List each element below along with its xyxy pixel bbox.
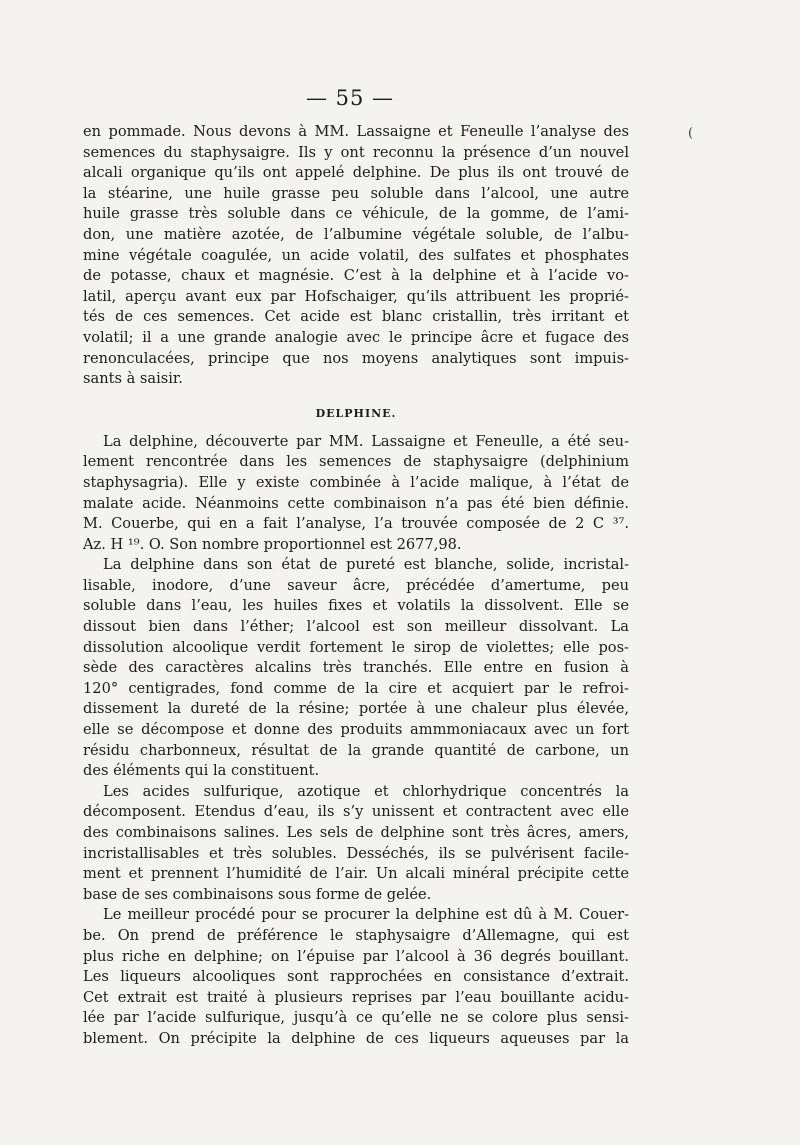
text-line: ment et prennent l’humidité de l’air. Un alcali minéral précipite cette	[83, 865, 629, 883]
text-line: latil, aperçu avant eux par Hofschaiger, qu’ils attribuent les proprié-	[83, 287, 629, 305]
page-body	[83, 122, 629, 1050]
text-line: soluble dans l’eau, les huiles fixes et volatils la dissolvent. Elle se	[83, 597, 629, 615]
text-line: La delphine, découverte par MM. Lassaigne et Feneulle, a été seu-	[103, 432, 629, 450]
paragraph	[83, 905, 629, 1049]
text-line: renonculacées, principe que nos moyens analytiques sont impuis-	[83, 349, 629, 367]
text-line: résidu charbonneux, résultat de la grande quantité de carbone, un	[83, 741, 629, 759]
text-line: de potasse, chaux et magnésie. C’est à la delphine et à l’acide vo-	[83, 267, 629, 285]
text-line: dissement la dureté de la résine; portée à une chaleur plus élevée,	[83, 700, 629, 718]
text-line: volatil; il a une grande analogie avec le principe âcre et fugace des	[83, 328, 629, 346]
text-line: Cet extrait est traité à plusieurs reprises par l’eau bouillante acidu-	[83, 988, 629, 1006]
text-line: des éléments qui la constituent.	[83, 762, 320, 780]
text-line: dissolution alcoolique verdit fortement le sirop de violettes; elle pos-	[83, 638, 629, 656]
text-line: lée par l’acide sulfurique, jusqu’à ce qu’elle ne se colore plus sensi-	[83, 1009, 629, 1027]
text-line: sants à saisir.	[83, 370, 183, 388]
text-line: base de ses combinaisons sous forme de gelée.	[83, 885, 432, 903]
text-line: lisable, inodore, d’une saveur âcre, précédée d’amertume, peu	[83, 576, 629, 594]
text-line: semences du staphysaigre. Ils y ont reconnu la présence d’un nouvel	[83, 143, 629, 161]
text-line: tés de ces semences. Cet acide est blanc cristallin, très irritant et	[83, 308, 629, 326]
paragraph	[83, 782, 629, 906]
paragraph	[83, 432, 629, 556]
text-line: malate acide. Néanmoins cette combinaison n’a pas été bien définie.	[83, 494, 629, 512]
text-line: 120° centigrades, fond comme de la cire et acquiert par le refroi-	[83, 679, 629, 697]
text-line: elle se décompose et donne des produits ammmoniacaux avec un fort	[83, 721, 629, 739]
text-line: M. Couerbe, qui en a fait l’analyse, l’a trouvée composée de 2 C ³⁷.	[83, 515, 629, 533]
text-line: mine végétale coagulée, un acide volatil, des sulfates et phosphates	[83, 246, 629, 264]
text-line: Le meilleur procédé pour se procurer la delphine est dû à M. Couer-	[103, 906, 629, 924]
text-line: des combinaisons salines. Les sels de delphine sont très âcres, amers,	[83, 824, 629, 841]
text-line: staphysagria). Elle y existe combinée à l’acide malique, à l’état de	[83, 473, 629, 491]
text-line: dissout bien dans l’éther; l’alcool est son meilleur dissolvant. La	[83, 618, 629, 636]
text-line: La delphine dans son état de pureté est blanche, solide, incristal-	[103, 556, 629, 574]
text-line: blement. On précipite la delphine de ces liqueurs aqueuses par la	[83, 1029, 629, 1047]
text-line: en pommade. Nous devons à MM. Lassaigne et Feneulle l’analyse des	[83, 123, 629, 140]
section-heading: DELPHINE.	[315, 406, 397, 420]
page-number: — 55 —	[305, 86, 395, 110]
text-line: be. On prend de préférence le staphysaigre d’Allemagne, qui est	[83, 926, 629, 944]
text-line: huile grasse très soluble dans ce véhicule, de la gomme, de l’ami-	[83, 205, 629, 223]
paragraph	[83, 122, 629, 390]
text-line: Az. H ¹⁹. O. Son nombre proportionnel est 2677,98.	[83, 535, 462, 553]
paragraph	[83, 555, 629, 782]
text-line: décomposent. Etendus d’eau, ils s’y unissent et contractent avec elle	[83, 803, 629, 821]
text-line: plus riche en delphine; on l’épuise par l’alcool à 36 degrés bouillant.	[83, 947, 629, 965]
text-line: Les liqueurs alcooliques sont rapprochées en consistance d’extrait.	[83, 968, 629, 986]
text-line: Les acides sulfurique, azotique et chlorhydrique concentrés la	[103, 782, 629, 800]
text-line: don, une matière azotée, de l’albumine végétale soluble, de l’albu-	[83, 225, 629, 243]
margin-mark: (	[688, 126, 694, 141]
text-line: sède des caractères alcalins très tranchés. Elle entre en fusion à	[83, 659, 629, 677]
text-line: la stéarine, une huile grasse peu soluble dans l’alcool, une autre	[83, 184, 629, 202]
text-line: incristallisables et très solubles. Desséchés, ils se pulvérisent facile-	[83, 844, 629, 862]
text-line: alcali organique qu’ils ont appelé delphine. De plus ils ont trouvé de	[83, 164, 629, 182]
text-line: lement rencontrée dans les semences de staphysaigre (delphinium	[83, 453, 629, 471]
